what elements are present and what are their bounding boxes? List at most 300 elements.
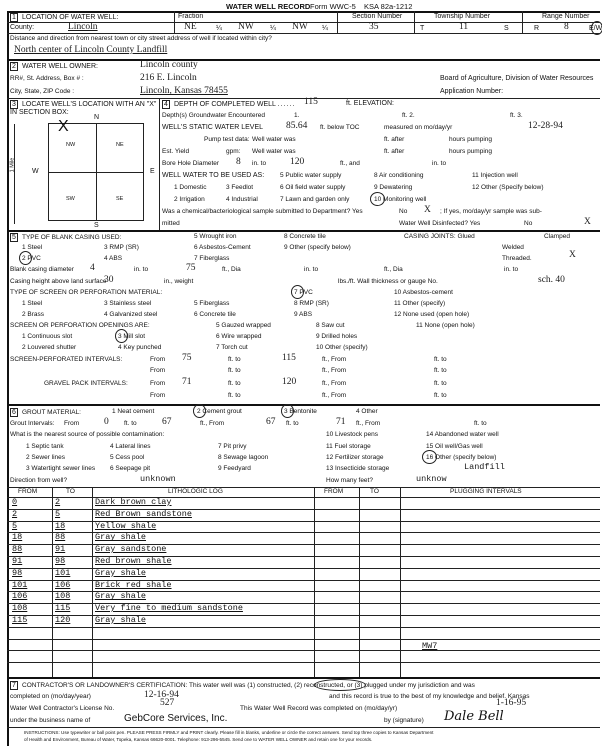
log-description[interactable]: Red Brown sandstone bbox=[95, 508, 192, 519]
screen-steel[interactable]: 1 Steel bbox=[22, 300, 43, 307]
log-to[interactable]: 106 bbox=[55, 579, 71, 590]
section-number: 5 bbox=[10, 233, 18, 242]
ksa-reference: KSA 82a-1212 bbox=[364, 2, 413, 11]
application-label: Application Number: bbox=[440, 88, 504, 95]
section2-header: 2 WATER WELL OWNER: bbox=[10, 62, 98, 71]
log-from[interactable]: 18 bbox=[12, 532, 23, 543]
section-number: 4 bbox=[162, 100, 170, 109]
contam-privy[interactable]: 7 Pit privy bbox=[218, 443, 247, 450]
screen-pvc[interactable]: 7 PVC bbox=[294, 289, 313, 296]
table-row bbox=[7, 532, 287, 544]
gravel-from-value[interactable]: 71 bbox=[182, 377, 192, 387]
opening-gauzed[interactable]: 5 Gauzed wrapped bbox=[216, 322, 271, 329]
grout-from1[interactable]: 0 bbox=[104, 417, 109, 427]
plug-header: PLUGGING INTERVALS bbox=[450, 488, 522, 495]
section7-header: 7 CONTRACTOR'S OR LANDOWNER'S CERTIFICATION: This water well was (1) constructed, (2) reconstructed, or (3) plugged under my jurisdiction and was bbox=[10, 681, 475, 690]
address-label: RR#, St. Address, Box # : bbox=[10, 75, 84, 82]
table-row bbox=[7, 509, 287, 521]
screen-to-value[interactable]: 115 bbox=[282, 353, 296, 363]
casing-wrought[interactable]: 5 Wrought iron bbox=[194, 233, 237, 240]
quadrant-se: SE bbox=[116, 196, 124, 202]
opening-none[interactable]: 11 None (open hole) bbox=[416, 322, 475, 329]
chem-no: No bbox=[399, 208, 408, 215]
depth-value[interactable]: 115 bbox=[304, 97, 318, 107]
litho-header: LITHOLOGIC LOG bbox=[168, 488, 223, 495]
fraction-2[interactable]: NW bbox=[238, 22, 254, 32]
joints-welded[interactable]: Welded bbox=[502, 244, 524, 251]
ft-to-6: ft. to bbox=[434, 380, 447, 387]
grout-neat[interactable]: 1 Neat cement bbox=[112, 408, 155, 415]
grid-line bbox=[48, 172, 144, 173]
grout-ft-to: ft. to bbox=[124, 420, 137, 427]
opening-drilled[interactable]: 9 Drilled holes bbox=[316, 333, 358, 340]
owner-value[interactable]: Lincoln county bbox=[140, 60, 198, 70]
log-from[interactable]: 91 bbox=[12, 556, 23, 566]
divider bbox=[7, 33, 600, 34]
blank-dia-label: Blank casing diameter bbox=[10, 266, 74, 273]
log-from[interactable]: 98 bbox=[12, 567, 23, 578]
completed-label: completed on (mo/day/year) bbox=[10, 693, 91, 700]
contam-livestock[interactable]: 10 Livestock pens bbox=[326, 431, 379, 438]
static-ft: ft. below TOC bbox=[320, 124, 360, 131]
casing-other[interactable]: 9 Other (specify below) bbox=[284, 244, 351, 251]
col-line bbox=[359, 487, 360, 677]
openings-label: SCREEN OR PERFORATION OPENINGS ARE: bbox=[10, 322, 150, 329]
section-number: 3 bbox=[10, 100, 18, 109]
grout-from2[interactable]: 67 bbox=[266, 417, 276, 427]
log-row-line bbox=[7, 650, 600, 651]
blank-in-to: in. to bbox=[134, 266, 149, 273]
license-label: Water Well Contractor's License No. bbox=[10, 705, 115, 712]
grout-bentonite-circle bbox=[281, 404, 294, 418]
west-label: W bbox=[32, 168, 39, 175]
use-monitoring[interactable]: 10 Monitoring well bbox=[374, 196, 427, 203]
ft-dia: ft., Dia bbox=[222, 266, 241, 273]
hours-pumping: hours pumping bbox=[449, 136, 492, 143]
section1-header: 1 LOCATION OF WATER WELL: bbox=[10, 13, 118, 22]
grout-bentonite[interactable]: 3 Bentonite bbox=[284, 408, 317, 415]
plug-from-header: FROM bbox=[324, 488, 344, 495]
log-from[interactable]: 0 bbox=[12, 497, 18, 507]
casing-fiberglass[interactable]: 7 Fiberglass bbox=[194, 255, 230, 262]
chem-answer[interactable]: X bbox=[424, 205, 431, 215]
chem-rest: ; If yes, mo/day/yr sample was sub- bbox=[440, 208, 542, 215]
use-irrigation[interactable]: 2 Irrigation bbox=[174, 196, 205, 203]
opening-louvered[interactable]: 2 Louvered shutter bbox=[22, 344, 77, 351]
table-row bbox=[7, 591, 287, 603]
grout-from-label: From bbox=[64, 420, 80, 427]
use-domestic[interactable]: 1 Domestic bbox=[174, 184, 207, 191]
section-number: 1 bbox=[10, 13, 18, 22]
from-label-2: From bbox=[150, 367, 166, 374]
range-ew: E/W bbox=[589, 25, 602, 32]
township-t: T bbox=[420, 25, 425, 32]
plug-to-header: TO bbox=[370, 488, 379, 495]
instructions-line2: of Health and Environment, Bureau of Water, Topeka, Kansas 66620-0001. Telephone: 913-296-5545. Send one to WATER WELL OWNER and retain one for your records. bbox=[24, 737, 373, 742]
blank-dia-value[interactable]: 4 bbox=[90, 263, 95, 273]
log-description[interactable]: Gray shale bbox=[95, 615, 147, 625]
instructions-line1: INSTRUCTIONS: Use typewriter or ball point pen. PLEASE PRESS FIRMLY and PRINT clearly. Please fill in blanks, underline or circle the correct answers. Send top three copies to Kansas Department bbox=[24, 730, 434, 735]
in-to-2: in. to bbox=[432, 160, 447, 167]
quadrant-nw: NW bbox=[66, 142, 76, 148]
opening-wire[interactable]: 6 Wire wrapped bbox=[216, 333, 262, 340]
city-label: City, State, ZIP Code : bbox=[10, 88, 75, 95]
contam-other-value[interactable]: Landfill bbox=[464, 462, 505, 472]
opening-saw[interactable]: 8 Saw cut bbox=[316, 322, 345, 329]
use-air[interactable]: 8 Air conditioning bbox=[374, 172, 424, 179]
static-level-label: WELL'S STATIC WATER LEVEL bbox=[162, 124, 264, 131]
ft-after: ft. after bbox=[384, 136, 405, 143]
screen-fiberglass[interactable]: 5 Fiberglass bbox=[194, 300, 230, 307]
section-value[interactable]: 35 bbox=[369, 22, 379, 32]
contam-seepage[interactable]: 6 Seepage pit bbox=[110, 465, 151, 472]
section-number: 2 bbox=[10, 62, 18, 71]
distance-value[interactable]: North center of Lincoln County Landfill bbox=[14, 45, 168, 55]
screen-brass[interactable]: 2 Brass bbox=[22, 311, 45, 318]
grout-ft-from: ft., From bbox=[200, 420, 225, 427]
divider bbox=[7, 404, 600, 406]
screen-from-value[interactable]: 75 bbox=[182, 353, 192, 363]
contam-insecticide[interactable]: 13 Insecticide storage bbox=[326, 465, 390, 472]
board-label: Board of Agriculture, Division of Water Resources bbox=[440, 75, 594, 82]
ft-from-2: ft., From bbox=[322, 367, 347, 374]
joints-label: CASING JOINTS: Glued bbox=[404, 233, 475, 240]
contam-fertilizer[interactable]: 12 Fertilizer storage bbox=[326, 454, 384, 461]
opening-other[interactable]: 10 Other (specify) bbox=[316, 344, 368, 351]
fraction-3[interactable]: NW bbox=[292, 22, 308, 32]
log-to[interactable]: 2 bbox=[55, 497, 61, 507]
log-from[interactable]: 88 bbox=[12, 544, 23, 555]
mile-label: 1 Mile bbox=[9, 157, 16, 173]
contam-other[interactable]: 16 Other (specify below) bbox=[426, 454, 497, 461]
gauge-value[interactable]: sch. 40 bbox=[538, 275, 565, 285]
grout-to1[interactable]: 67 bbox=[162, 417, 172, 427]
table-row bbox=[7, 556, 287, 568]
screen-selected-circle bbox=[291, 285, 304, 299]
contam-selected-circle bbox=[422, 450, 437, 464]
hours-pumping-2: hours pumping bbox=[449, 148, 492, 155]
ft-to-2: ft. to bbox=[434, 356, 447, 363]
log-from-header: FROM bbox=[18, 488, 38, 495]
mile-scale bbox=[14, 124, 15, 224]
constructed-circle bbox=[314, 679, 366, 691]
log-row-line bbox=[7, 662, 600, 663]
township-s: S bbox=[504, 25, 509, 32]
direction-value[interactable]: unknown bbox=[140, 474, 176, 484]
log-description[interactable]: Red brown shale bbox=[95, 556, 172, 566]
south-label: S bbox=[94, 222, 99, 229]
use-lawn[interactable]: 7 Lawn and garden only bbox=[280, 196, 350, 203]
range-r: R bbox=[534, 25, 540, 32]
ft-to-3: ft. to bbox=[228, 367, 241, 374]
table-row bbox=[7, 568, 287, 580]
table-row bbox=[7, 615, 287, 627]
from-label-4: From bbox=[150, 392, 166, 399]
ft-after-2: ft. after bbox=[384, 148, 405, 155]
divider bbox=[7, 727, 600, 728]
measured-date[interactable]: 12-28-94 bbox=[528, 121, 563, 131]
howmany-value[interactable]: unknow bbox=[416, 474, 447, 484]
contam-feedyard[interactable]: 9 Feedyard bbox=[218, 465, 251, 472]
completed-value[interactable]: 12-16-94 bbox=[144, 690, 179, 700]
grout-cement[interactable]: 2 Cement grout bbox=[197, 408, 242, 415]
ft-to-7: ft. to bbox=[228, 392, 241, 399]
range-value[interactable]: 8 bbox=[564, 22, 569, 32]
opening-selected-circle bbox=[115, 329, 128, 343]
true-label: and this record is true to the best of my knowledge and belief. Kansas bbox=[329, 693, 530, 700]
grout-intervals-label: Grout Intervals: bbox=[10, 420, 55, 427]
signature[interactable]: Dale Bell bbox=[444, 709, 504, 724]
divider bbox=[7, 677, 600, 679]
static-level-value[interactable]: 85.64 bbox=[286, 121, 308, 131]
log-to[interactable]: 5 bbox=[55, 508, 61, 519]
log-from[interactable]: 106 bbox=[12, 591, 28, 602]
bore-depth[interactable]: 120 bbox=[290, 157, 305, 167]
grout-ft-from-2: ft., From bbox=[356, 420, 381, 427]
screen-asbestos[interactable]: 10 Asbestos-cement bbox=[394, 289, 453, 296]
log-description[interactable]: Very fine to medium sandstone bbox=[95, 603, 243, 614]
location-mark: X bbox=[58, 118, 69, 135]
east-label: E bbox=[150, 168, 155, 175]
use-other[interactable]: 12 Other (Specify below) bbox=[472, 184, 544, 191]
form-title: WATER WELL RECORD bbox=[226, 2, 311, 11]
yield-label: Est. Yield bbox=[162, 148, 190, 155]
ft-to-8: ft. to bbox=[434, 392, 447, 399]
measured-label: measured on mo/day/yr bbox=[384, 124, 453, 131]
contam-label: What is the nearest source of possible contamination: bbox=[10, 431, 165, 438]
range-label: Range Number bbox=[542, 13, 590, 20]
direction-label: Direction from well? bbox=[10, 477, 68, 484]
grout-ft-to-2: ft. to bbox=[286, 420, 299, 427]
blank-in-to-2: in. to bbox=[304, 266, 319, 273]
table-row bbox=[7, 544, 287, 556]
opening-key[interactable]: 4 Key punched bbox=[118, 344, 162, 351]
screen-intervals-label: SCREEN-PERFORATED INTERVALS: bbox=[10, 356, 123, 363]
business-label: under the business name of bbox=[10, 717, 91, 724]
grout-to2[interactable]: 71 bbox=[336, 417, 346, 427]
log-description[interactable]: Dark brown clay bbox=[95, 497, 172, 507]
gravel-to-value[interactable]: 120 bbox=[282, 377, 297, 387]
form-number: Form WWC-5 bbox=[310, 2, 356, 11]
gw2: ft. 2. bbox=[402, 112, 415, 119]
contam-lateral[interactable]: 4 Lateral lines bbox=[110, 443, 151, 450]
log-to[interactable]: 18 bbox=[55, 520, 66, 531]
ft-dia-2: ft., Dia bbox=[384, 266, 403, 273]
section3-header: 3 LOCATE WELL'S LOCATION WITH AN "X" IN SECTION BOX: bbox=[10, 101, 157, 116]
record-completed-value[interactable]: 1-16-95 bbox=[496, 698, 527, 708]
screen-galvanized[interactable]: 4 Galvanized steel bbox=[104, 311, 158, 318]
section4-header: 4 DEPTH OF COMPLETED WELL ...... bbox=[162, 100, 295, 109]
divider bbox=[7, 230, 600, 232]
table-row bbox=[7, 603, 287, 615]
contam-watertight[interactable]: 3 Watertight sewer lines bbox=[26, 465, 96, 472]
screen-concrete[interactable]: 6 Concrete tile bbox=[194, 311, 236, 318]
col-line bbox=[400, 487, 401, 677]
bore-diameter[interactable]: 8 bbox=[236, 157, 241, 167]
pump-label: Pump test data: bbox=[204, 136, 250, 143]
opening-torch[interactable]: 7 Torch cut bbox=[216, 344, 248, 351]
ft-from: ft., From bbox=[322, 356, 347, 363]
disinfected-label: Water Well Disinfected? Yes bbox=[399, 220, 481, 227]
contam-septic[interactable]: 1 Septic tank bbox=[26, 443, 64, 450]
use-dewatering[interactable]: 9 Dewatering bbox=[374, 184, 413, 191]
contam-fuel[interactable]: 11 Fuel storage bbox=[326, 443, 371, 450]
fraction-1[interactable]: NE bbox=[184, 22, 197, 32]
distance-label: Distance and direction from nearest town or city street address of well if located within city? bbox=[10, 35, 272, 42]
log-to[interactable]: 115 bbox=[55, 603, 71, 614]
business-value[interactable]: GebCore Services, Inc. bbox=[124, 713, 228, 724]
log-to[interactable]: 88 bbox=[55, 532, 66, 543]
log-description[interactable]: Gray shale bbox=[95, 532, 147, 543]
use-feedlot[interactable]: 3 Feedlot bbox=[226, 184, 254, 191]
record-completed-label: This Water Well Record was completed on (mo/day/yr) bbox=[240, 705, 398, 712]
in-to: in. to bbox=[252, 160, 267, 167]
use-public[interactable]: 5 Public water supply bbox=[280, 172, 342, 179]
blank-in-to-3: in. to bbox=[504, 266, 519, 273]
gpm: gpm: bbox=[226, 148, 241, 155]
screen-other[interactable]: 11 Other (specify) bbox=[394, 300, 446, 307]
joints-clamped[interactable]: Clamped bbox=[544, 233, 571, 240]
water-well-record-form bbox=[4, 0, 600, 747]
casing-abs[interactable]: 4 ABS bbox=[104, 255, 123, 262]
gw3: ft. 3. bbox=[510, 112, 523, 119]
grout-other[interactable]: 4 Other bbox=[356, 408, 378, 415]
log-row-line bbox=[7, 639, 600, 640]
section-number-label: Section Number bbox=[352, 13, 403, 20]
bore-label: Bore Hole Diameter bbox=[162, 160, 220, 167]
log-description[interactable]: Yellow shale bbox=[95, 520, 157, 531]
log-to[interactable]: 120 bbox=[55, 615, 71, 625]
section6-header: 6 GROUT MATERIAL: bbox=[10, 408, 81, 417]
gravel-label: GRAVEL PACK INTERVALS: bbox=[44, 380, 128, 387]
constructed-option: (1) constructed bbox=[247, 682, 291, 689]
ft-from-3: ft., From bbox=[322, 380, 347, 387]
log-from[interactable]: 2 bbox=[12, 508, 18, 519]
log-from[interactable]: 108 bbox=[12, 603, 28, 614]
grout-ft-to-3: ft. to bbox=[474, 420, 487, 427]
township-label: Township Number bbox=[434, 13, 491, 20]
weight-label: in., weight bbox=[164, 278, 194, 285]
section-number: 6 bbox=[10, 408, 18, 417]
use-industrial[interactable]: 4 Industrial bbox=[226, 196, 258, 203]
gw1: 1. bbox=[294, 112, 300, 119]
quarter-1: ¼ bbox=[216, 25, 222, 32]
contam-cesspool[interactable]: 5 Cess pool bbox=[110, 454, 145, 461]
casing-rmp[interactable]: 3 RMP (SR) bbox=[104, 244, 139, 251]
quadrant-sw: SW bbox=[66, 196, 75, 202]
divider bbox=[159, 98, 160, 230]
city-value[interactable]: Lincoln, Kansas 78455 bbox=[140, 86, 228, 96]
casing-steel[interactable]: 1 Steel bbox=[22, 244, 43, 251]
joints-threaded[interactable]: Threaded. bbox=[502, 255, 532, 262]
mw-label: MW7 bbox=[422, 641, 438, 651]
ft-to-5: ft. to bbox=[228, 380, 241, 387]
log-description[interactable]: Brick red shale bbox=[95, 579, 172, 590]
screen-none[interactable]: 12 None used (open hole) bbox=[394, 311, 470, 318]
height-value[interactable]: 30 bbox=[104, 275, 114, 285]
section-number: 7 bbox=[10, 681, 18, 690]
grout-cement-circle bbox=[193, 404, 206, 418]
use-selected-circle bbox=[370, 192, 385, 206]
divider bbox=[7, 59, 600, 61]
opening-continuous[interactable]: 1 Continuous slot bbox=[22, 333, 73, 340]
county-value[interactable]: Lincoln bbox=[68, 22, 98, 32]
mitted: mitted bbox=[162, 220, 180, 227]
use-label: WELL WATER TO BE USED AS: bbox=[162, 172, 265, 179]
from-label-3: From bbox=[150, 380, 166, 387]
threaded-mark: X bbox=[569, 250, 576, 260]
log-from[interactable]: 5 bbox=[12, 520, 18, 531]
license-value[interactable]: 527 bbox=[160, 698, 175, 708]
ft-to-4: ft. to bbox=[434, 367, 447, 374]
signature-label: by (signature) bbox=[384, 717, 424, 724]
casing-asbestos[interactable]: 6 Asbestos-Cement bbox=[194, 244, 251, 251]
north-label: N bbox=[94, 114, 100, 121]
howmany-label: How many feet? bbox=[326, 477, 373, 484]
screen-rmp[interactable]: 8 RMP (SR) bbox=[294, 300, 329, 307]
county-label: County: bbox=[10, 24, 35, 31]
table-row bbox=[7, 580, 287, 592]
fraction-label: Fraction bbox=[178, 13, 204, 20]
screen-label: TYPE OF SCREEN OR PERFORATION MATERIAL: bbox=[10, 289, 163, 296]
log-description[interactable]: Gray shale bbox=[95, 591, 147, 602]
screen-abs[interactable]: 9 ABS bbox=[294, 311, 313, 318]
use-oilfield[interactable]: 6 Oil field water supply bbox=[280, 184, 346, 191]
well-water-was: Well water was bbox=[252, 136, 296, 143]
table-row bbox=[7, 521, 287, 533]
township-value[interactable]: 11 bbox=[459, 22, 469, 32]
blank-to-value[interactable]: 75 bbox=[186, 263, 196, 273]
use-injection[interactable]: 11 Injection well bbox=[472, 172, 518, 179]
log-to-header: TO bbox=[66, 488, 75, 495]
casing-pvc[interactable]: 2 PVC bbox=[22, 255, 41, 262]
log-to[interactable]: 98 bbox=[55, 556, 66, 566]
section5-header: 5 TYPE OF BLANK CASING USED: bbox=[10, 233, 121, 242]
chem-label: Was a chemical/bacteriological sample submitted to Department? Yes bbox=[162, 208, 363, 215]
log-from[interactable]: 115 bbox=[12, 615, 28, 625]
col-line bbox=[314, 487, 315, 677]
ft-and: ft., and bbox=[340, 160, 360, 167]
log-to[interactable]: 101 bbox=[55, 567, 71, 578]
casing-concrete[interactable]: 8 Concrete tile bbox=[284, 233, 326, 240]
log-description[interactable]: Gray shale bbox=[95, 567, 147, 578]
contam-abandoned[interactable]: 14 Abandoned water well bbox=[426, 431, 499, 438]
log-to[interactable]: 91 bbox=[55, 544, 66, 555]
opening-mill[interactable]: 3 Mill slot bbox=[118, 333, 146, 340]
address-value[interactable]: 216 E. Lincoln bbox=[140, 73, 197, 83]
ft-from-4: ft., From bbox=[322, 392, 347, 399]
height-label: Casing height above land surface bbox=[10, 278, 107, 285]
disinfected-answer[interactable]: X bbox=[584, 217, 591, 227]
contam-lagoon[interactable]: 8 Sewage lagoon bbox=[218, 454, 269, 461]
well-water-was-2: Well water was bbox=[252, 148, 296, 155]
log-from[interactable]: 101 bbox=[12, 579, 28, 590]
screen-stainless[interactable]: 3 Stainless steel bbox=[104, 300, 152, 307]
left-border bbox=[7, 11, 9, 746]
lbs-label: lbs./ft. Wall thickness or gauge No. bbox=[338, 278, 438, 285]
from-label: From bbox=[150, 356, 166, 363]
table-row bbox=[7, 497, 287, 509]
quarter-2: ¼ bbox=[270, 25, 276, 32]
elevation-label: ft. ELEVATION: bbox=[346, 100, 394, 107]
contam-oilgas[interactable]: 15 Oil well/Gas well bbox=[426, 443, 483, 450]
log-description[interactable]: Gray sandstone bbox=[95, 544, 167, 555]
log-to[interactable]: 108 bbox=[55, 591, 71, 602]
ft-to: ft. to bbox=[228, 356, 241, 363]
quadrant-ne: NE bbox=[116, 142, 124, 148]
contam-sewer[interactable]: 2 Sewer lines bbox=[26, 454, 66, 461]
disinfected-no: No bbox=[524, 220, 533, 227]
